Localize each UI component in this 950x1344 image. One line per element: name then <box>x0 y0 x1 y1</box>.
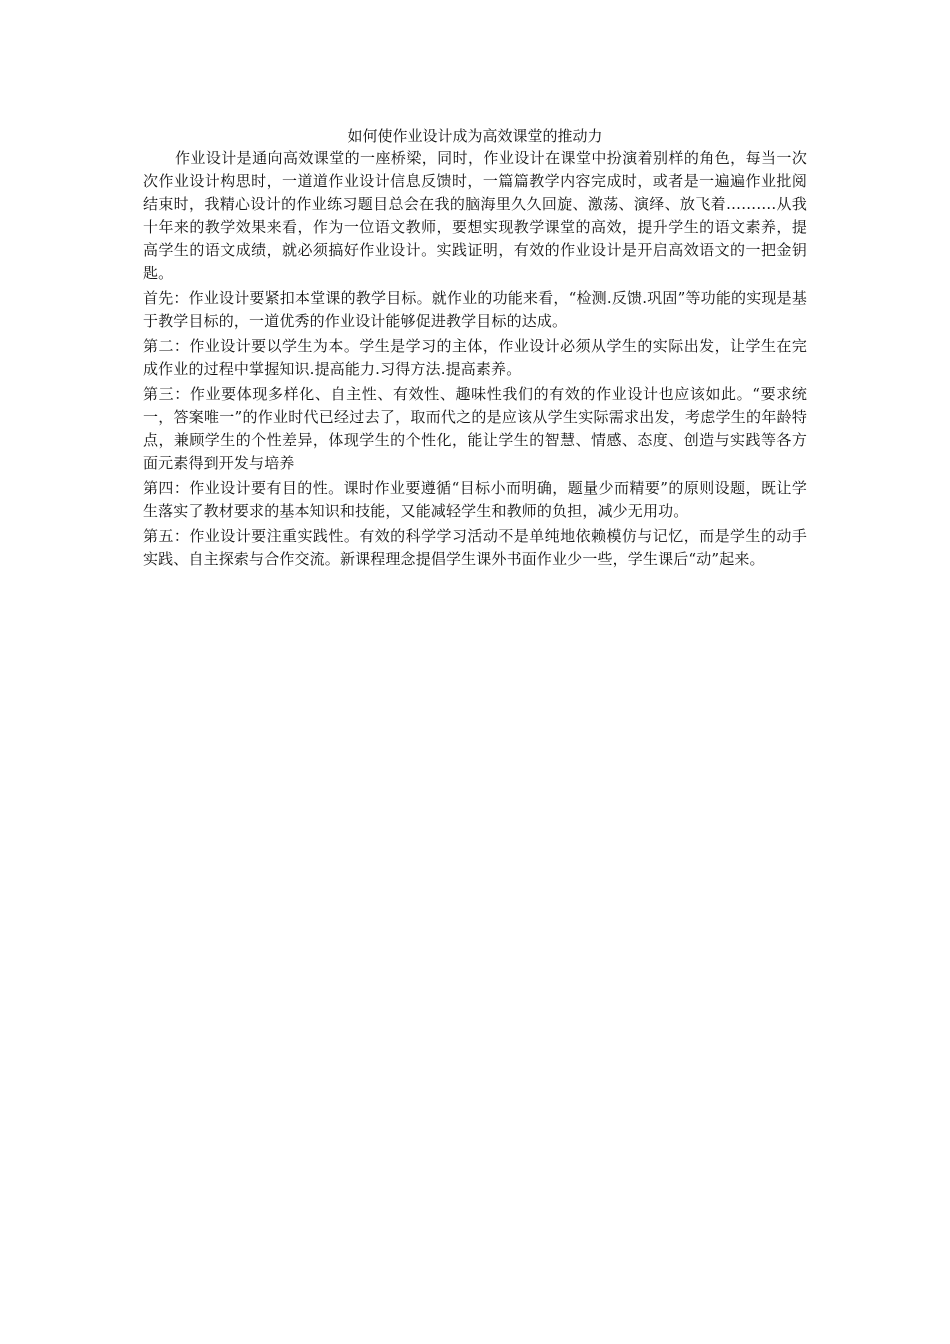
document-body <box>143 125 807 573</box>
point-paragraph-third: 第三：作业要体现多样化、自主性、有效性、趣味性我们的有效的作业设计也应该如此。“要求统一，答案唯一”的作业时代已经过去了，取而代之的是应该从学生实际需求出发，考虑学生的年龄特点，兼顾学生的个性差异，体现学生的个性化，能让学生的智慧、情感、态度、创造与实践等各方面元素得到开发与培养 <box>143 385 807 472</box>
point-paragraph-second: 第二：作业设计要以学生为本。学生是学习的主体，作业设计必须从学生的实际出发，让学生在完成作业的过程中掌握知识.提高能力.习得方法.提高素养。 <box>143 337 807 378</box>
point-paragraph-fourth: 第四：作业设计要有目的性。课时作业要遵循“目标小而明确，题量少而精要”的原则设题，既让学生落实了教材要求的基本知识和技能，又能减轻学生和教师的负担，减少无用功。 <box>143 479 807 520</box>
document-title: 如何使作业设计成为高效课堂的推动力 <box>347 127 603 145</box>
point-paragraph-first: 首先：作业设计要紧扣本堂课的教学目标。就作业的功能来看，“检测.反馈.巩固”等功能的实现是基于教学目标的，一道优秀的作业设计能够促进教学目标的达成。 <box>143 289 807 330</box>
point-paragraph-fifth: 第五：作业设计要注重实践性。有效的科学学习活动不是单纯地依赖模仿与记忆，而是学生的动手实践、自主探索与合作交流。新课程理念提倡学生课外书面作业少一些，学生课后“动”起来。 <box>143 527 807 568</box>
intro-paragraph: 作业设计是通向高效课堂的一座桥梁，同时，作业设计在课堂中扮演着别样的角色，每当一次次作业设计构思时，一道道作业设计信息反馈时，一篇篇教学内容完成时，或者是一遍遍作业批阅结束时，我精心设计的作业练习题目总会在我的脑海里久久回旋、激荡、演绎、放飞着……….从我十年来的教学效果来看，作为一位语文教师，要想实现教学课堂的高效，提升学生的语文素养，提高学生的语文成绩，就必须搞好作业设计。实践证明，有效的作业设计是开启高效语文的一把金钥匙。 <box>143 149 807 282</box>
